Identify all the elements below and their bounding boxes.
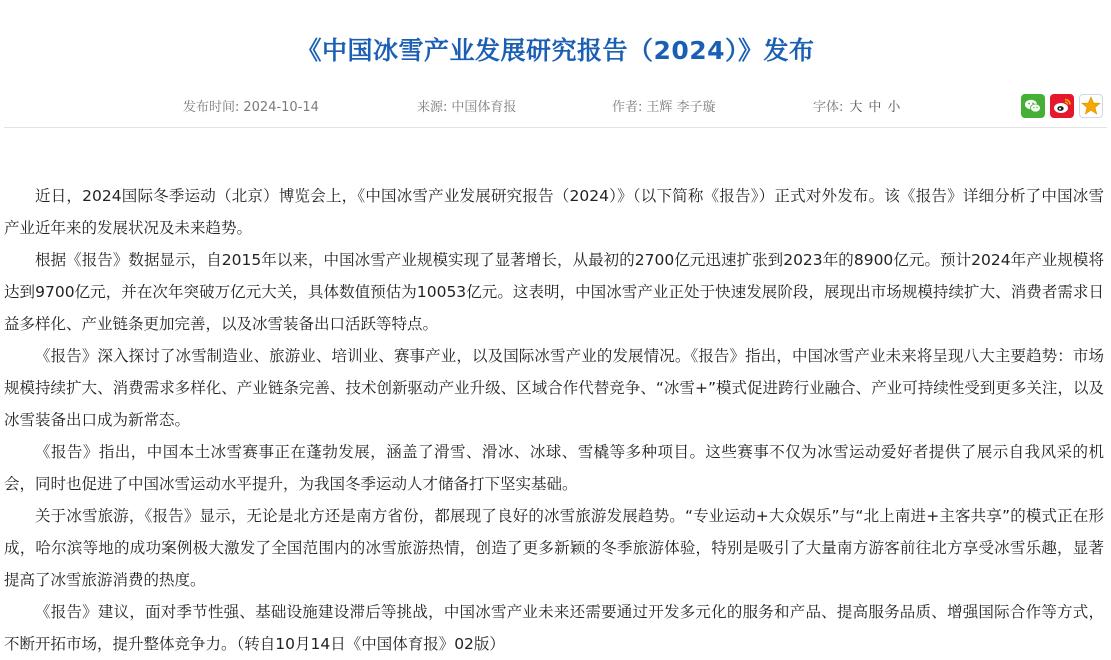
article-author	[612, 97, 716, 119]
article-paragraph: 近日，2024国际冬季运动（北京）博览会上，《中国冰雪产业发展研究报告（2024）》（以下简称《报告》）正式对外发布。该《报告》详细分析了中国冰雪产业近年来的发展状况及未来趋势。	[4, 187, 1104, 237]
article-paragraph: 《报告》建议，面对季节性强、基础设施建设滞后等挑战，中国冰雪产业未来还需要通过开发多元化的服务和产品、提高服务品质、增强国际合作等方式，不断开拓市场，提升整体竞争力。（转自10月14日《中国体育报》02版）	[4, 603, 1104, 653]
article-paragraph: 根据《报告》数据显示，自2015年以来，中国冰雪产业规模实现了显著增长，从最初的2700亿元迅速扩张到2023年的8900亿元。预计2024年产业规模将达到9700亿元，并在次年突破万亿元大关，具体数值预估为10053亿元。这表明，中国冰雪产业正处于快速发展阶段，展现出市场规模持续扩大、消费者需求日益多样化、产业链条更加完善，以及冰雪装备出口活跃等特点。	[4, 251, 1104, 333]
article-paragraph: 《报告》指出，中国本土冰雪赛事正在蓬勃发展，涵盖了滑雪、滑冰、冰球、雪橇等多种项目。这些赛事不仅为冰雪运动爱好者提供了展示自我风采的机会，同时也促进了中国冰雪运动水平提升，为我国冬季运动人才储备打下坚实基础。	[4, 443, 1104, 493]
publish-date-value: 2024-10-14	[243, 100, 319, 115]
wechat-share-button[interactable]	[1021, 94, 1045, 118]
font-size-switcher	[813, 97, 900, 119]
source-value: 中国体育报	[451, 100, 517, 115]
header-divider	[4, 127, 1107, 128]
article-body	[4, 180, 1104, 660]
share-bar	[1021, 94, 1108, 120]
font-size-small-button[interactable]: 小	[887, 100, 901, 115]
font-size-medium-button[interactable]: 中	[868, 100, 882, 115]
favorite-star-icon	[1079, 94, 1103, 118]
weibo-share-button[interactable]	[1050, 94, 1074, 118]
font-size-large-button[interactable]: 大	[849, 100, 863, 115]
article-paragraph: 《报告》深入探讨了冰雪制造业、旅游业、培训业、赛事产业，以及国际冰雪产业的发展情况。《报告》指出，中国冰雪产业未来将呈现八大主要趋势：市场规模持续扩大、消费需求多样化、产业链条完善、技术创新驱动产业升级、区域合作代替竞争、“冰雪+”模式促进跨行业融合、产业可持续性受到更多关注，以及冰雪装备出口成为新常态。	[4, 347, 1104, 429]
author-label: 作者:	[612, 100, 643, 115]
article-title: 《中国冰雪产业发展研究报告（2024）》发布	[296, 35, 815, 65]
publish-date-label: 发布时间:	[183, 100, 240, 115]
source-label: 来源:	[417, 100, 448, 115]
publish-date	[183, 97, 319, 119]
weibo-icon	[1050, 94, 1074, 118]
wechat-icon	[1021, 94, 1045, 118]
author-value: 王辉 李子璇	[646, 100, 716, 115]
article-meta-bar	[0, 97, 1111, 119]
article-paragraph: 关于冰雪旅游，《报告》显示，无论是北方还是南方省份，都展现了良好的冰雪旅游发展趋势。“专业运动+大众娱乐”与“北上南进+主客共享”的模式正在形成，哈尔滨等地的成功案例极大激发了全国范围内的冰雪旅游热情，创造了更多新颖的冬季旅游体验，特别是吸引了大量南方游客前往北方享受冰雪乐趣，显著提高了冰雪旅游消费的热度。	[4, 507, 1104, 589]
favorite-button[interactable]	[1079, 94, 1103, 118]
font-size-label: 字体:	[813, 100, 844, 115]
article-source	[417, 97, 516, 119]
